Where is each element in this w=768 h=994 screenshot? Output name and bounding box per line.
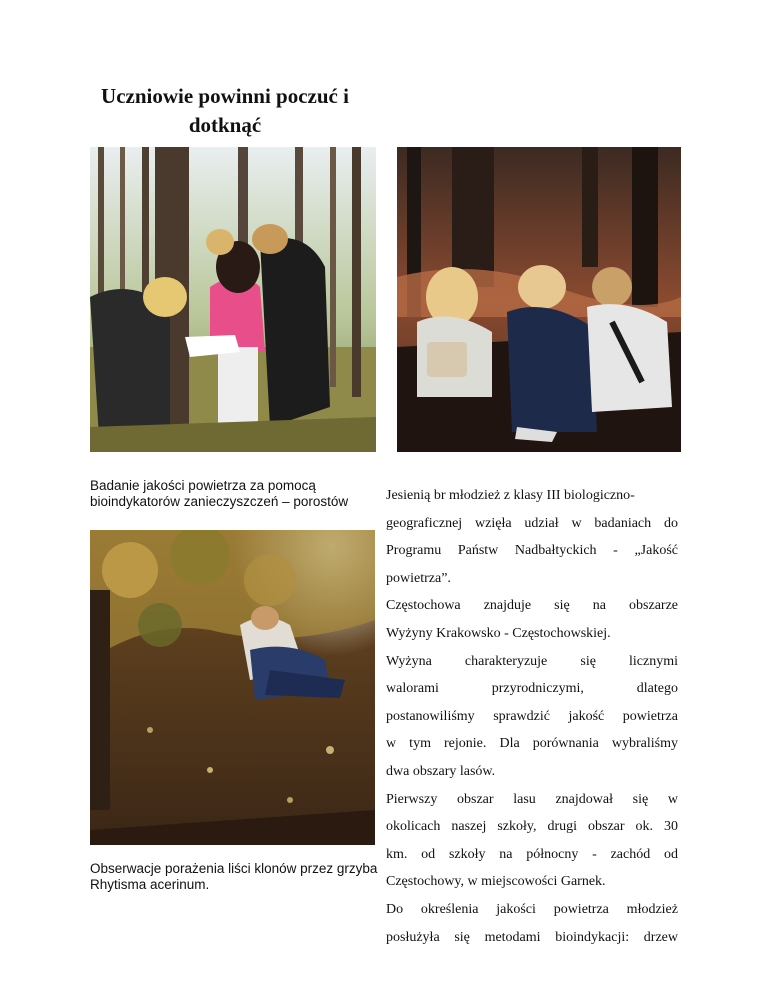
body-line: Do określenia jakości powietrza młodzież	[386, 901, 678, 917]
article-body	[386, 482, 678, 951]
photo-lichen-study-image	[90, 147, 376, 452]
body-line: geograficznej wzięła udział w badaniach do	[386, 515, 678, 531]
body-line: Częstochowy, w miejscowości Garnek.	[386, 874, 606, 890]
body-line: Programu Państw Nadbałtyckich - „Jakość	[386, 543, 678, 559]
body-line: powietrza”.	[386, 570, 451, 586]
body-line: Częstochowa znajduje się na obszarze	[386, 598, 678, 614]
body-line: posłużyła się metodami bioindykacji: drzew	[386, 929, 678, 945]
body-line: Jesienią br młodzież z klasy III biologiczno-	[386, 488, 635, 503]
photo-forest-group	[397, 147, 681, 452]
photo-maple-leaves	[90, 530, 375, 845]
body-line: Wyżyny Krakowsko - Częstochowskiej.	[386, 625, 611, 641]
photo-lichen-study	[90, 147, 376, 452]
caption-lichen-study: Badanie jakości powietrza za pomocą bioindykatorów zanieczyszczeń – porostów	[90, 478, 349, 509]
photo-maple-leaves-image	[90, 530, 375, 845]
body-line: dwa obszary lasów.	[386, 763, 496, 779]
body-line: w tym rejonie. Dla porównania wybraliśmy	[386, 736, 678, 752]
page-title: Uczniowie powinni poczuć i dotknąć	[101, 84, 349, 137]
body-line: km. od szkoły na północny - zachód od	[386, 846, 678, 862]
photo-forest-group-image	[397, 147, 681, 452]
body-line: postanowiliśmy sprawdzić jakość powietrza	[386, 708, 678, 724]
caption-maple-leaves: Obserwacje porażenia liści klonów przez grzyba Rhytisma acerinum.	[90, 861, 378, 892]
body-line: Pierwszy obszar lasu znajdował się w	[386, 791, 678, 807]
body-line: Wyżyna charakteryzuje się licznymi	[386, 653, 678, 669]
body-line: okolicach naszej szkoły, drugi obszar ok. 30	[386, 819, 678, 835]
body-line: walorami przyrodniczymi, dlatego	[386, 681, 678, 697]
